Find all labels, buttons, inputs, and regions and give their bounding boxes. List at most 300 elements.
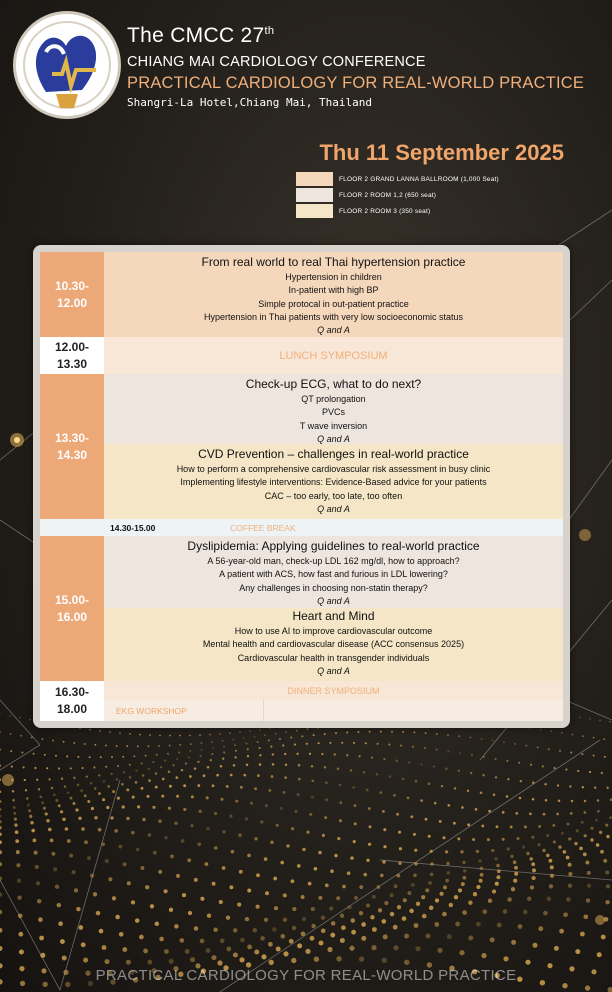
decor-dot (339, 784, 342, 787)
decor-dot (223, 746, 225, 748)
decor-dot (0, 808, 1, 811)
decor-dot (559, 750, 561, 752)
decor-dot (409, 909, 413, 913)
decor-dot (487, 838, 490, 841)
decor-dot (12, 790, 15, 793)
session-ecg (104, 374, 563, 444)
decor-dot (70, 767, 72, 769)
session-title: Heart and Mind (292, 609, 375, 623)
decor-dot (351, 930, 356, 935)
decor-dot (483, 756, 485, 758)
decor-dot (553, 840, 556, 843)
decor-dot (229, 732, 231, 734)
decor-dot (174, 822, 177, 825)
decor-dot (462, 910, 467, 915)
decor-dot (390, 893, 394, 897)
decor-dot (148, 833, 152, 837)
decor-dot (67, 791, 70, 794)
decor-dot (268, 942, 273, 947)
decor-dot (425, 818, 428, 821)
decor-dot (597, 952, 602, 957)
decor-dot (476, 922, 481, 927)
decor-dot (559, 929, 564, 934)
decor-dot (325, 781, 328, 784)
decor-dot (153, 851, 157, 855)
decor-dot (510, 855, 513, 858)
decor-dot (396, 813, 399, 816)
decor-dot (62, 955, 67, 960)
decor-dot (36, 881, 40, 885)
decor-dot (159, 735, 161, 737)
decor-dot (189, 775, 192, 778)
decor-dot (19, 949, 24, 954)
decor-dot (549, 884, 553, 888)
decor-dot (313, 734, 315, 736)
decor-dot (454, 787, 457, 790)
decor-dot (129, 733, 131, 735)
decor-dot (200, 939, 205, 944)
decor-dot (424, 747, 426, 749)
decor-dot (194, 878, 198, 882)
decor-dot (0, 749, 1, 751)
decor-dot (354, 896, 358, 900)
decor-dot (162, 778, 165, 781)
decor-dot (289, 939, 294, 944)
decor-dot (136, 848, 140, 852)
decor-dot (19, 717, 21, 719)
decor-dot (84, 743, 86, 745)
decor-dot (301, 895, 305, 899)
session-topic: T wave inversion (299, 420, 368, 431)
decor-dot (570, 752, 572, 754)
decor-dot (12, 799, 15, 802)
decor-dot (468, 935, 473, 940)
decor-dot (286, 844, 289, 847)
session-topic: How to perform a comprehensive cardiovascular risk assessment in busy clinic (176, 464, 491, 474)
decor-dot (283, 791, 286, 794)
decor-dot (349, 946, 354, 951)
decor-dot (16, 863, 20, 867)
decor-dot (579, 847, 583, 851)
decor-dot (530, 764, 532, 766)
decor-dot (556, 813, 559, 816)
decor-dot (86, 775, 88, 777)
decor-dot (413, 731, 415, 733)
decor-dot (75, 808, 78, 811)
decor-dot (389, 775, 392, 778)
decor-dot (167, 753, 169, 755)
decor-dot (324, 733, 326, 735)
decor-dot (550, 730, 552, 732)
decor-dot (382, 810, 385, 813)
decor-dot (250, 802, 253, 805)
decor-dot (116, 778, 119, 781)
decor-dot (122, 756, 124, 758)
decor-dot (407, 891, 411, 895)
decor-dot (98, 792, 101, 795)
decor-dot (62, 818, 65, 821)
decor-dot (60, 939, 65, 944)
decor-dot (199, 734, 201, 736)
decor-dot (371, 756, 373, 758)
decor-dot (329, 906, 333, 910)
decor-dot (568, 872, 572, 876)
decor-dot (393, 794, 396, 797)
decor-dot (365, 742, 367, 744)
session-title: Check-up ECG, what to do next? (245, 377, 422, 391)
decor-dot (39, 795, 42, 798)
decor-dot (139, 734, 141, 736)
decor-dot (606, 835, 609, 838)
decor-dot (435, 898, 439, 902)
event-date: Thu 11 September 2025 (319, 140, 564, 165)
decor-dot (254, 736, 256, 738)
decor-dot (76, 907, 80, 911)
decor-dot (337, 837, 340, 840)
session-topic: PVCs (321, 407, 345, 418)
decor-dot (537, 746, 539, 748)
decor-dot (543, 911, 548, 916)
decor-dot (44, 754, 46, 756)
decor-dot (119, 932, 124, 937)
decor-dot (103, 780, 106, 783)
decor-dot (583, 914, 588, 919)
decor-dot (72, 870, 76, 874)
decor-dot (276, 946, 281, 951)
decor-dot (383, 845, 386, 848)
decor-dot (490, 937, 495, 942)
decor-dot (428, 835, 431, 838)
decor-dot (183, 784, 186, 787)
decor-dot (348, 905, 352, 909)
decor-dot (599, 831, 602, 834)
decor-dot (388, 744, 390, 746)
session-topic: Hypertension in children (285, 272, 382, 282)
decor-dot (106, 806, 109, 809)
decor-dot (311, 924, 315, 928)
decor-dot (253, 928, 257, 932)
decor-dot (404, 960, 409, 965)
decor-dot (502, 811, 505, 814)
decor-dot (529, 813, 532, 816)
decor-dot (321, 928, 326, 933)
decor-dot (57, 903, 61, 907)
decor-dot (212, 882, 216, 886)
decor-dot (247, 755, 249, 757)
decor-dot (447, 750, 449, 752)
legend-label: FLOOR 2 ROOM 3 (350 seat) (339, 207, 431, 215)
time-slot-3: 15.00- 16.00 (40, 536, 104, 681)
decor-dot (446, 871, 450, 875)
decor-dot (176, 758, 178, 760)
decor-dot (141, 787, 144, 790)
decor-dot (518, 924, 523, 929)
room-legend (296, 171, 499, 219)
decor-dot (453, 822, 456, 825)
decor-dot (391, 731, 393, 733)
decor-dot (233, 952, 238, 957)
decor-dot (601, 772, 603, 774)
decor-dot (169, 908, 173, 912)
decor-dot (542, 849, 545, 852)
decor-dot (0, 765, 1, 767)
decor-dot (0, 862, 2, 866)
session-topic: Any challenges in choosing non-statin therapy? (239, 582, 428, 593)
decor-dot (194, 926, 198, 930)
decor-dot (179, 938, 184, 943)
decor-dot (557, 784, 559, 786)
decor-dot (24, 779, 26, 781)
legend-label: FLOOR 2 ROOM 1,2 (650 seat) (339, 191, 437, 199)
decor-dot (411, 883, 415, 887)
decor-dot (260, 820, 263, 823)
decor-dot (520, 780, 522, 782)
decor-dot (590, 827, 593, 830)
decor-dot (18, 932, 23, 937)
decor-dot (581, 753, 583, 755)
decor-dot (211, 741, 213, 743)
decor-dot (29, 719, 31, 721)
decor-dot (81, 942, 86, 947)
session-title: Dyslipidemia: Applying guidelines to real-world practice (187, 539, 480, 553)
decor-dot (459, 950, 464, 955)
decor-dot (544, 783, 546, 785)
decor-dot (506, 795, 509, 798)
decor-dot (301, 735, 303, 737)
decor-dot (179, 744, 181, 746)
decor-dot (257, 774, 260, 777)
decor-dot (351, 918, 355, 922)
decor-dot (179, 735, 181, 737)
decor-dot (220, 765, 223, 768)
decor-dot (80, 789, 83, 792)
decor-dot (119, 845, 123, 849)
decor-dot (502, 838, 505, 841)
decor-dot (13, 806, 16, 809)
decor-dot (142, 818, 145, 821)
decor-dot (561, 732, 563, 734)
decor-dot (425, 933, 430, 938)
decor-dot (38, 788, 41, 791)
decor-dot (565, 769, 567, 771)
decor-dot (584, 834, 587, 837)
decor-dot (363, 771, 366, 774)
decor-dot (107, 785, 110, 788)
decor-dot (527, 897, 531, 901)
decor-dot (58, 921, 63, 926)
decor-dot (325, 798, 328, 801)
decor-dot (554, 946, 559, 951)
decor-dot (23, 766, 25, 768)
decor-dot (178, 752, 180, 754)
decor-dot (311, 907, 315, 911)
lunch-symposium: LUNCH SYMPOSIUM (104, 337, 563, 374)
session-topic: How to use AI to improve cardiovascular outcome (234, 626, 433, 636)
decor-dot (189, 735, 191, 737)
decor-dot (0, 779, 1, 781)
decor-dot (421, 895, 425, 899)
decor-dot (34, 851, 38, 855)
decor-dot (261, 954, 266, 959)
ekg-workshop-row (104, 700, 563, 721)
decor-dot (594, 786, 596, 788)
decor-dot (442, 912, 447, 917)
decor-dot (17, 895, 21, 899)
decor-dot (176, 874, 180, 878)
decor-dot (48, 778, 50, 780)
decor-dot (214, 846, 218, 850)
decor-dot (402, 731, 404, 733)
decor-dot (511, 887, 515, 891)
decor-dot (322, 834, 325, 837)
decor-dot (340, 914, 344, 918)
decor-dot (269, 728, 271, 730)
decor-dot (197, 843, 201, 847)
decor-dot (69, 854, 73, 858)
decor-dot (200, 755, 202, 757)
decor-dot (597, 799, 600, 802)
venue: Shangri-La Hotel,Chiang Mai, Thailand (127, 96, 373, 109)
decor-dot (377, 743, 379, 745)
decor-dot (272, 753, 274, 755)
decor-dot (280, 934, 285, 939)
decor-dot (15, 830, 19, 834)
decor-dot (585, 985, 590, 990)
decor-dot (580, 932, 585, 937)
decor-dot (109, 731, 111, 733)
decor-dot (318, 742, 320, 744)
decor-dot (270, 841, 273, 844)
decor-dot (45, 812, 48, 815)
legend-item (296, 187, 499, 203)
decor-dot (282, 744, 284, 746)
decor-dot (0, 731, 1, 733)
decor-dot (339, 819, 342, 822)
decor-dot (211, 955, 216, 960)
decor-dot (546, 834, 549, 837)
decor-dot (605, 900, 609, 904)
decor-dot (482, 774, 484, 776)
decor-dot (488, 810, 491, 813)
decor-dot (445, 850, 448, 853)
session-dyslipidemia (104, 536, 563, 608)
decor-dot (206, 827, 209, 830)
decor-dot (58, 804, 61, 807)
decor-dot (11, 766, 13, 768)
decor-dot (237, 903, 241, 907)
decor-dot (164, 836, 168, 840)
decor-dot (589, 771, 591, 773)
decor-dot (480, 873, 484, 877)
decor-dot (354, 804, 357, 807)
decor-dot (514, 866, 518, 870)
decor-dot (146, 795, 149, 798)
decor-dot (442, 836, 445, 839)
decor-dot (137, 745, 139, 747)
decor-dot (394, 884, 398, 888)
decor-dot (585, 861, 589, 865)
decor-dot (532, 943, 537, 948)
decor-dot (507, 897, 511, 901)
decor-dot (359, 911, 363, 915)
decor-dot (0, 876, 2, 880)
decor-dot (123, 862, 127, 866)
decor-dot (305, 949, 310, 954)
decor-dot (361, 922, 366, 927)
decor-dot (216, 774, 219, 777)
decor-dot (455, 922, 460, 927)
session-topic: CAC – too early, too late, too often (264, 490, 403, 501)
decor-dot (407, 797, 410, 800)
decor-dot (587, 884, 591, 888)
decor-dot (81, 827, 85, 831)
decor-dot (525, 745, 527, 747)
schedule-panel (33, 245, 570, 728)
decor-dot (117, 797, 120, 800)
decor-dot (264, 734, 266, 736)
decor-dot (336, 896, 340, 900)
decor-dot (51, 852, 55, 856)
decor-dot (273, 877, 277, 881)
decor-dot (197, 784, 200, 787)
decor-dot (554, 767, 556, 769)
decor-dot (310, 936, 315, 941)
decor-dot (608, 987, 612, 992)
decor-dot (606, 884, 610, 888)
decor-dot (531, 836, 534, 839)
decor-dot (376, 773, 379, 776)
decor-dot (571, 800, 574, 803)
decor-dot (495, 776, 497, 778)
decor-dot (10, 733, 12, 735)
decor-dot (463, 869, 467, 873)
decor-dot (0, 790, 1, 793)
decor-dot (235, 800, 238, 803)
golden-dot-field (0, 700, 612, 992)
decor-dot (55, 799, 58, 802)
decor-dot (467, 823, 470, 826)
decor-dot (0, 814, 2, 817)
decor-dot (156, 754, 158, 756)
decor-dot (33, 839, 37, 843)
decor-dot (26, 797, 29, 800)
decor-dot (220, 938, 225, 943)
session-topic: A 56-year-old man, check-up LDL 162 mg/dl, how to approach? (207, 556, 460, 566)
decor-dot (123, 771, 125, 773)
decor-dot (142, 774, 145, 777)
decor-dot (259, 763, 262, 766)
decor-dot (472, 838, 475, 841)
decor-dot (306, 743, 308, 745)
session-topic: Simple protocal in out-patient practice (258, 298, 409, 309)
decor-dot (14, 817, 17, 820)
decor-dot (10, 750, 12, 752)
decor-dot (172, 764, 174, 766)
decor-dot (132, 796, 135, 799)
decor-dot (100, 756, 102, 758)
decor-dot (268, 739, 270, 741)
decor-dot (398, 831, 401, 834)
decor-dot (105, 766, 107, 768)
decor-dot (415, 780, 418, 783)
decor-dot (129, 764, 131, 766)
decor-dot (169, 785, 172, 788)
decor-dot (570, 812, 573, 815)
decor-dot (428, 782, 431, 785)
decor-dot (461, 882, 465, 886)
decor-dot (0, 892, 2, 896)
decor-dot (291, 827, 294, 830)
